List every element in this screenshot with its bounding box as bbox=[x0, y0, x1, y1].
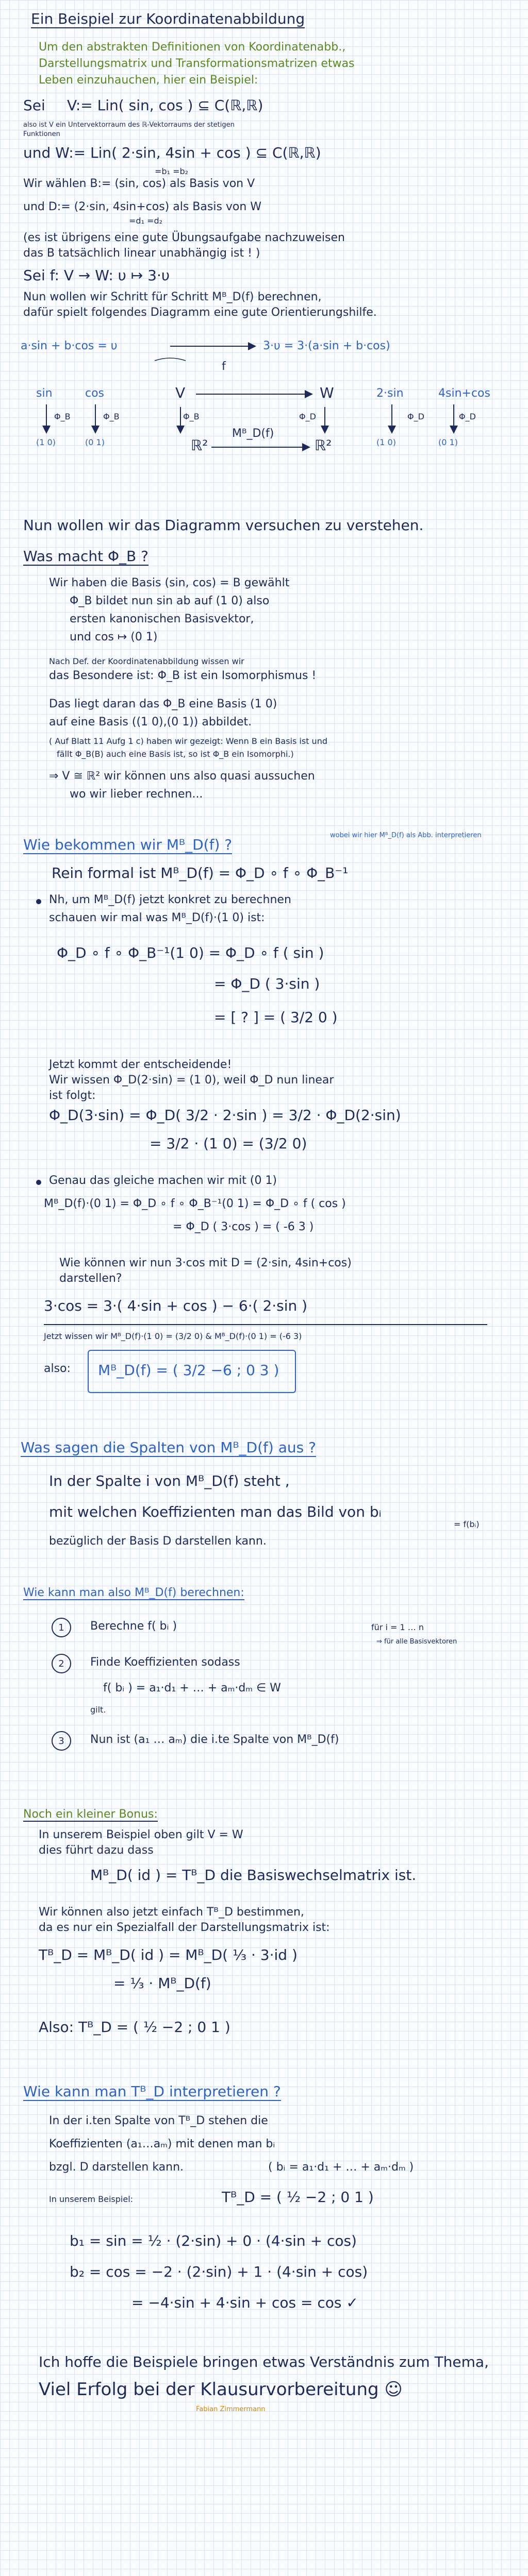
step-3-text: Nun ist (a₁ … aₘ) die i.te Spalte von Mᴮ_D(f) bbox=[90, 1733, 339, 1746]
m-section-side-note: wobei wir hier Mᴮ_D(f) als Abb. interpretieren bbox=[330, 832, 482, 839]
diagram-top-right: 3·υ = 3·(a·sin + b·cos) bbox=[263, 340, 390, 352]
step-line-1: Nun wollen wir Schritt für Schritt Mᴮ_D(f) berechnen, bbox=[23, 291, 322, 303]
interpret-line-4: ( bᵢ = a₁·d₁ + … + aₘ·dₘ ) bbox=[268, 2161, 414, 2174]
diagram-sin: sin bbox=[36, 387, 53, 400]
diagram-vec-left-1: (1 0) bbox=[36, 437, 56, 447]
bullet2-line: Genau das gleiche machen wir mit (0 1) bbox=[49, 1174, 277, 1187]
phi-line-8: auf eine Basis ((1 0),(0 1)) abbildet. bbox=[49, 716, 252, 728]
bullet1-line-2: schauen wir mal was Mᴮ_D(f)·(1 0) ist: bbox=[49, 911, 265, 924]
bullet-1 bbox=[36, 899, 41, 904]
step-1-note: für i = 1 … n bbox=[371, 1622, 424, 1632]
interpret-line-2: Koeffizienten (a₁…aₘ) mit denen man bᵢ bbox=[49, 2138, 275, 2150]
B-subscript: =b₁ =b₂ bbox=[155, 166, 189, 176]
check-note-1: (es ist übrigens eine gute Übungsaufgabe nachzuweisen bbox=[23, 231, 345, 244]
phi-line-2: Φ_B bildet nun sin ab auf (1 0) also bbox=[70, 595, 270, 607]
columns-line-1: In der Spalte i von Mᴮ_D(f) steht , bbox=[49, 1472, 290, 1489]
interpret-line-3: bzgl. D darstellen kann. bbox=[49, 2161, 184, 2174]
intro-line-3: Leben einzuhauchen, hier ein Beispiel: bbox=[39, 74, 258, 87]
interpret-line-6: Tᴮ_D = ( ½ −2 ; 0 1 ) bbox=[222, 2189, 374, 2206]
page-title: Ein Beispiel zur Koordinatenabbildung bbox=[31, 10, 305, 27]
phi-line-5: Nach Def. der Koordinatenabbildung wissen wir bbox=[49, 656, 244, 666]
closing-line-2: Viel Erfolg bei der Klausurvorbereitung ☺ bbox=[39, 2379, 403, 2400]
bonus-line-4: Wir können also jetzt einfach Tᴮ_D bestimmen, bbox=[39, 1906, 304, 1919]
intro-line-1: Um den abstrakten Definitionen von Koordinatenabb., bbox=[39, 41, 346, 54]
diagram-R2-left: ℝ² bbox=[191, 437, 208, 454]
step-2-text: Finde Koeffizienten sodass bbox=[90, 1656, 240, 1669]
diagram-f-label-top: f bbox=[222, 360, 226, 373]
phi-line-3: ersten kanonischen Basisvektor, bbox=[70, 613, 254, 625]
columns-heading: Was sagen die Spalten von Mᴮ_D(f) aus ? bbox=[21, 1439, 316, 1456]
also-label: also: bbox=[44, 1362, 71, 1375]
bonus-line-8: Also: Tᴮ_D = ( ½ −2 ; 0 1 ) bbox=[39, 2019, 230, 2036]
diagram-2sin: 2·sin bbox=[376, 387, 404, 400]
bonus-line-3: Mᴮ_D( id ) = Tᴮ_D die Basiswechselmatrix ist. bbox=[90, 1867, 417, 1884]
decisive-line-3: ist folgt: bbox=[49, 1089, 96, 1102]
D-subscript: =d₁ =d₂ bbox=[129, 216, 163, 226]
diagram-cos: cos bbox=[85, 387, 105, 400]
diagram-R2-right: ℝ² bbox=[315, 437, 332, 454]
phi-line-11: ⇒ V ≅ ℝ² wir können uns also quasi aussuchen bbox=[49, 770, 315, 783]
step-2-note: ⇒ für alle Basisvektoren bbox=[376, 1638, 457, 1646]
m-formula: Rein formal ist Mᴮ_D(f) = Φ_D ∘ f ∘ Φ_B⁻¹ bbox=[52, 865, 349, 882]
phi-line-4: und cos ↦ (0 1) bbox=[70, 631, 158, 643]
diagram-phiD-small-right: Φ_D bbox=[459, 412, 476, 421]
bonus-heading: Noch ein kleiner Bonus: bbox=[23, 1808, 158, 1822]
B-definition: Wir wählen B:= (sin, cos) als Basis von V bbox=[23, 177, 255, 190]
step-number-2: 2 bbox=[52, 1654, 71, 1673]
interpret-line-9: = −4·sin + 4·sin + cos = cos ✓ bbox=[131, 2294, 358, 2311]
diagram-V: V bbox=[175, 384, 186, 401]
phi-line-7: Das liegt daran das Φ_B eine Basis (1 0) bbox=[49, 698, 277, 710]
decisive-line-1: Jetzt kommt der entscheidende! bbox=[49, 1058, 232, 1071]
W-definition: und W:= Lin( 2·sin, 4sin + cos ) ⊆ C(ℝ,ℝ) bbox=[23, 144, 321, 161]
phi-line-10: fällt Φ_B(B) auch eine Basis ist, so ist Φ_B ein Isomorphi.) bbox=[57, 749, 294, 759]
signature: Fabian Zimmermann bbox=[196, 2405, 266, 2413]
bonus-line-2: dies führt dazu dass bbox=[39, 1844, 154, 1857]
interpret-line-1: In der i.ten Spalte von Tᴮ_D stehen die bbox=[49, 2114, 268, 2127]
step-line-2: dafür spielt folgendes Diagramm eine gute Orientierungshilfe. bbox=[23, 306, 377, 319]
interpret-line-5: In unserem Beispiel: bbox=[49, 2194, 134, 2204]
columns-line-3: bezüglich der Basis D darstellen kann. bbox=[49, 1535, 267, 1548]
phi-line-9: ( Auf Blatt 11 Aufg 1 c) haben wir gezeigt: Wenn B ein Basis ist und bbox=[49, 736, 327, 746]
howto-heading: Wie kann man also Mᴮ_D(f) berechnen: bbox=[23, 1587, 244, 1600]
columns-line-2: mit welchen Koeffizienten man das Bild von bᵢ bbox=[49, 1503, 382, 1520]
D-definition: und D:= (2·sin, 4sin+cos) als Basis von W bbox=[23, 200, 262, 213]
calc2-line-2: = Φ_D ( 3·cos ) = ( -6 3 ) bbox=[173, 1221, 314, 1233]
decisive-calc-2: = 3/2 · (1 0) = (3/2 0) bbox=[150, 1135, 307, 1152]
diagram-phiD: Φ_D bbox=[299, 412, 316, 421]
step-number-1: 1 bbox=[52, 1618, 71, 1637]
bonus-line-6: Tᴮ_D = Mᴮ_D( id ) = Mᴮ_D( ⅓ · 3·id ) bbox=[39, 1946, 298, 1963]
interpret-line-7: b₁ = sin = ½ · (2·sin) + 0 · (4·sin + cos) bbox=[70, 2232, 357, 2249]
diagram-phiB: Φ_B bbox=[183, 412, 200, 421]
decisive-calc-1: Φ_D(3·sin) = Φ_D( 3/2 · 2·sin ) = 3/2 · Φ_D(2·sin) bbox=[49, 1107, 401, 1124]
V-note-1: also ist V ein Untervektorraum des ℝ-Vektorraums der stetigen bbox=[23, 121, 235, 129]
diagram-W: W bbox=[320, 384, 334, 401]
columns-side: = f(bᵢ) bbox=[454, 1519, 480, 1529]
bullet-2 bbox=[36, 1180, 41, 1185]
why-calc: 3·cos = 3·( 4·sin + cos ) − 6·( 2·sin ) bbox=[44, 1297, 308, 1314]
closing-line-1: Ich hoffe die Beispiele bringen etwas Verständnis zum Thema, bbox=[39, 2353, 489, 2370]
phi-line-1: Wir haben die Basis (sin, cos) = B gewählt bbox=[49, 577, 290, 589]
phi-section-heading: Was macht Φ_B ? bbox=[23, 548, 149, 565]
decisive-line-2: Wir wissen Φ_D(2·sin) = (1 0), weil Φ_D nun linear bbox=[49, 1074, 334, 1087]
diagram-vec-right-1: (1 0) bbox=[376, 437, 396, 447]
understand-line: Nun wollen wir das Diagramm versuchen zu verstehen. bbox=[23, 517, 424, 534]
result-matrix: Mᴮ_D(f) = ( 3/2 −6 ; 0 3 ) bbox=[98, 1362, 279, 1379]
sei-label: Sei bbox=[23, 97, 45, 114]
diagram-M-label: Mᴮ_D(f) bbox=[232, 427, 274, 440]
step-1-text: Berechne f( bᵢ ) bbox=[90, 1620, 177, 1633]
bonus-line-5: da es nur ein Spezialfall der Darstellungsmatrix ist: bbox=[39, 1921, 330, 1934]
why-line-1: Wie können wir nun 3·cos mit D = (2·sin, 4sin+cos) bbox=[59, 1257, 352, 1269]
m-section-heading: Wie bekommen wir Mᴮ_D(f) ? bbox=[23, 836, 233, 853]
divider-1 bbox=[44, 1324, 487, 1325]
diagram-top-left: a·sin + b·cos = υ bbox=[21, 340, 118, 352]
V-note-2: Funktionen bbox=[23, 130, 60, 138]
diagram-phiB-small-left: Φ_B bbox=[54, 412, 71, 421]
calc1-line-3: = [ ? ] = ( 3/2 0 ) bbox=[214, 1009, 338, 1026]
step-2b-text: f( bᵢ ) = a₁·d₁ + … + aₘ·dₘ ∈ W bbox=[103, 1682, 281, 1694]
why-line-2: darstellen? bbox=[59, 1272, 122, 1285]
diagram-vec-left-2: (0 1) bbox=[85, 437, 105, 447]
step-2b-note: gilt. bbox=[90, 1705, 106, 1715]
calc1-line-2: = Φ_D ( 3·sin ) bbox=[214, 975, 320, 992]
diagram-phiD-small-left: Φ_D bbox=[407, 412, 424, 421]
intro-line-2: Darstellungsmatrix und Transformationsmatrizen etwas bbox=[39, 57, 355, 70]
step-number-3: 3 bbox=[52, 1731, 71, 1751]
interpret-heading: Wie kann man Tᴮ_D interpretieren ? bbox=[23, 2083, 281, 2100]
bonus-line-1: In unserem Beispiel oben gilt V = W bbox=[39, 1828, 243, 1841]
calc1-line-1: Φ_D ∘ f ∘ Φ_B⁻¹(1 0) = Φ_D ∘ f ( sin ) bbox=[57, 944, 324, 961]
calc2-line-1: Mᴮ_D(f)·(0 1) = Φ_D ∘ f ∘ Φ_B⁻¹(0 1) = Φ_D ∘ f ( cos ) bbox=[44, 1197, 346, 1210]
bullet1-line-1: Nh, um Mᴮ_D(f) jetzt konkret zu berechnen bbox=[49, 893, 291, 906]
diagram-vec-right-2: (0 1) bbox=[438, 437, 458, 447]
V-definition: V:= Lin( sin, cos ) ⊆ C(ℝ,ℝ) bbox=[67, 97, 263, 114]
f-definition: Sei f: V → W: υ ↦ 3·υ bbox=[23, 267, 170, 284]
phi-line-6: das Besondere ist: Φ_B ist ein Isomorphismus ! bbox=[49, 669, 317, 682]
summary-line: Jetzt wissen wir Mᴮ_D(f)·(1 0) = (3/2 0) & Mᴮ_D(f)·(0 1) = (-6 3) bbox=[44, 1331, 302, 1341]
phi-line-12: wo wir lieber rechnen... bbox=[70, 788, 203, 801]
diagram-phiB-small-right: Φ_B bbox=[103, 412, 120, 421]
check-note-2: das B tatsächlich linear unabhängig ist ! ) bbox=[23, 247, 260, 260]
bonus-line-7: = ⅓ · Mᴮ_D(f) bbox=[113, 1975, 211, 1992]
arrow-mapsto-curve bbox=[155, 358, 186, 361]
interpret-line-8: b₂ = cos = −2 · (2·sin) + 1 · (4·sin + cos) bbox=[70, 2263, 368, 2280]
diagram-4sincos: 4sin+cos bbox=[438, 387, 490, 400]
